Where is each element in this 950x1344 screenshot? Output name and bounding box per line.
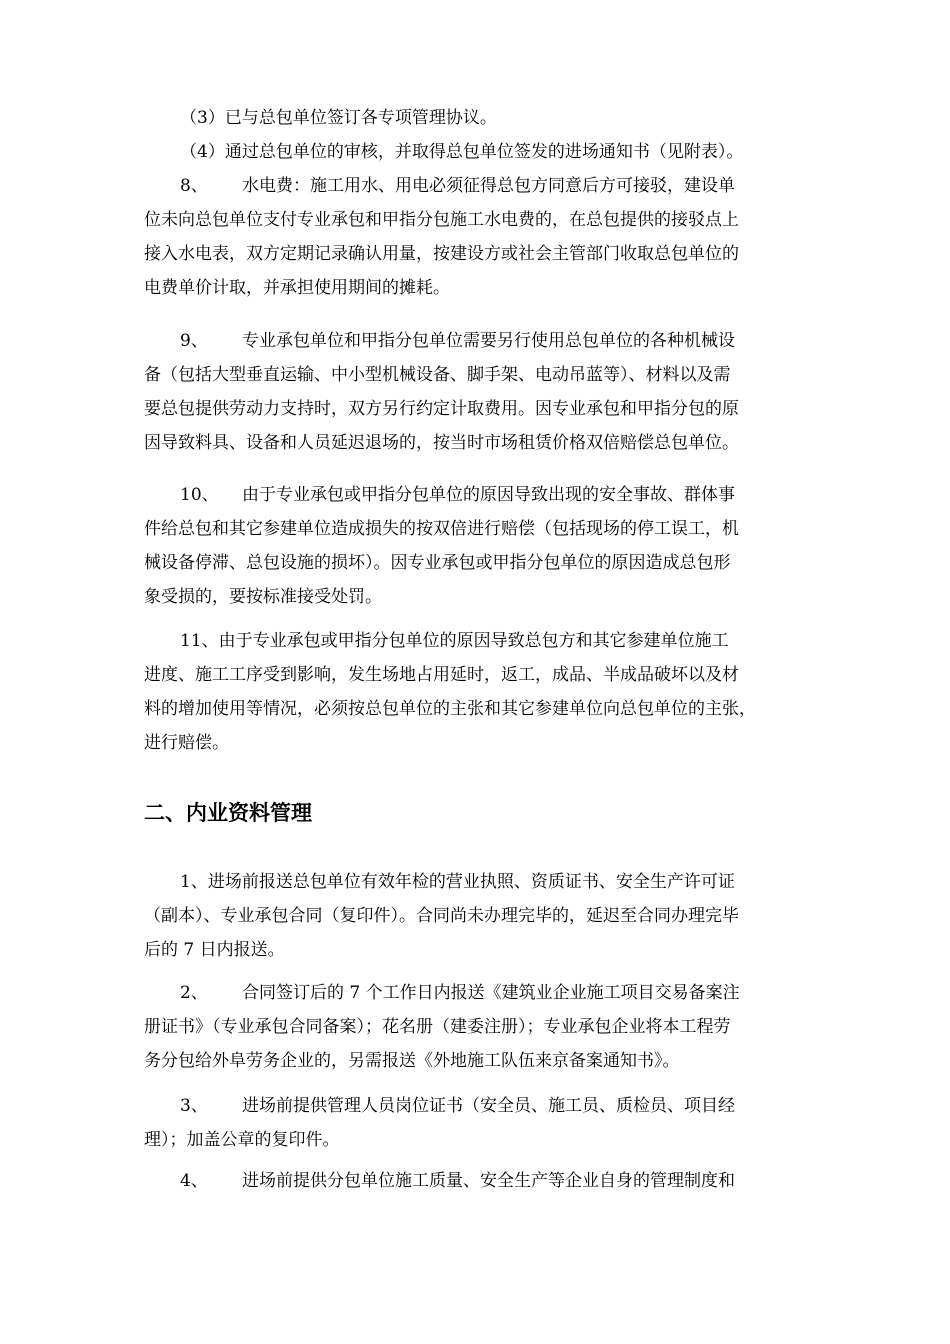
text-line: 要总包提供劳动力支持时，双方另行约定计取费用。因专业承包和甲指分包的原 xyxy=(144,399,739,419)
text-line: 理）；加盖公章的复印件。 xyxy=(144,1130,340,1150)
text-line: 件给总包和其它参建单位造成损失的按双倍进行赔偿（包括现场的停工误工，机 xyxy=(144,519,739,539)
text-line: 8、 水电费：施工用水、用电必须征得总包方同意后方可接驳，建设单 xyxy=(144,169,816,203)
item-number: 3、 xyxy=(180,1096,208,1116)
text-line: 电费单价计取，并承担使用期间的摊耗。 xyxy=(144,278,450,298)
paragraph-section-item-1 xyxy=(144,865,816,967)
text-line: 9、 专业承包单位和甲指分包单位需要另行使用总包单位的各种机械设 xyxy=(144,324,816,358)
text-line: 象受损的，要按标准接受处罚。 xyxy=(144,587,382,607)
text-line: 备（包括大型垂直运输、中小型机械设备、脚手架、电动吊蓝等）、材料以及需 xyxy=(144,365,731,385)
text-line: 务分包给外阜劳务企业的，另需报送《外地施工队伍来京备案通知书》。 xyxy=(144,1051,680,1071)
section-heading: 二、内业资料管理 xyxy=(144,801,312,825)
item-number: 9、 xyxy=(180,331,208,351)
paragraph-section-item-3 xyxy=(144,1089,816,1157)
text-line: 械设备停滞、总包设施的损坏）。因专业承包或甲指分包单位的原因造成总包形 xyxy=(144,553,731,573)
text-line: 10、 由于专业承包或甲指分包单位的原因导致出现的安全事故、群体事 xyxy=(144,478,816,512)
paragraph-item-3 xyxy=(144,101,816,135)
text-line: 进度、施工工序受到影响，发生场地占用延时，返工，成品、半成品破坏以及材 xyxy=(144,665,739,685)
text-line: 2、 合同签订后的 7 个工作日内报送《建筑业企业施工项目交易备案注 xyxy=(144,976,816,1010)
paragraph-item-4 xyxy=(144,135,816,169)
paragraph-item-11 xyxy=(144,624,816,760)
text-line: （4）通过总包单位的审核，并取得总包单位签发的进场通知书（见附表）。 xyxy=(180,142,744,162)
text-line: 11、由于专业承包或甲指分包单位的原因导致总包方和其它参建单位施工 xyxy=(180,631,729,651)
item-number: 4、 xyxy=(180,1171,208,1191)
text-line: 接入水电表，双方定期记录确认用量，按建设方或社会主管部门收取总包单位的 xyxy=(144,244,739,264)
paragraph-section-item-4 xyxy=(144,1164,816,1198)
text-line: 料的增加使用等情况，必须按总包单位的主张和其它参建单位向总包单位的主张， xyxy=(144,699,756,719)
text-line: 进行赔偿。 xyxy=(144,733,229,753)
paragraph-item-9 xyxy=(144,324,816,460)
text-line: 3、 进场前提供管理人员岗位证书（安全员、施工员、质检员、项目经 xyxy=(144,1089,816,1123)
text-line: （副本）、专业承包合同（复印件）。合同尚未办理完毕的，延迟至合同办理完毕 xyxy=(144,906,739,926)
paragraph-section-item-2 xyxy=(144,976,816,1078)
item-number: 8、 xyxy=(180,176,208,196)
item-number: 2、 xyxy=(180,983,208,1003)
text-line: 位未向总包单位支付专业承包和甲指分包施工水电费的，在总包提供的接驳点上 xyxy=(144,210,739,230)
paragraph-item-8 xyxy=(144,169,816,305)
text-line: 因导致料具、设备和人员延迟退场的，按当时市场租赁价格双倍赔偿总包单位。 xyxy=(144,433,739,453)
paragraph-item-10 xyxy=(144,478,816,614)
text-line: （3）已与总包单位签订各专项管理协议。 xyxy=(180,108,497,128)
text-line: 后的 7 日内报送。 xyxy=(144,940,285,960)
item-number: 10、 xyxy=(180,485,219,505)
text-line: 4、 进场前提供分包单位施工质量、安全生产等企业自身的管理制度和 xyxy=(144,1164,816,1198)
text-line: 册证书》（专业承包合同备案）；花名册（建委注册）；专业承包企业将本工程劳 xyxy=(144,1017,731,1037)
text-line: 1、进场前报送总包单位有效年检的营业执照、资质证书、安全生产许可证 xyxy=(180,872,735,892)
